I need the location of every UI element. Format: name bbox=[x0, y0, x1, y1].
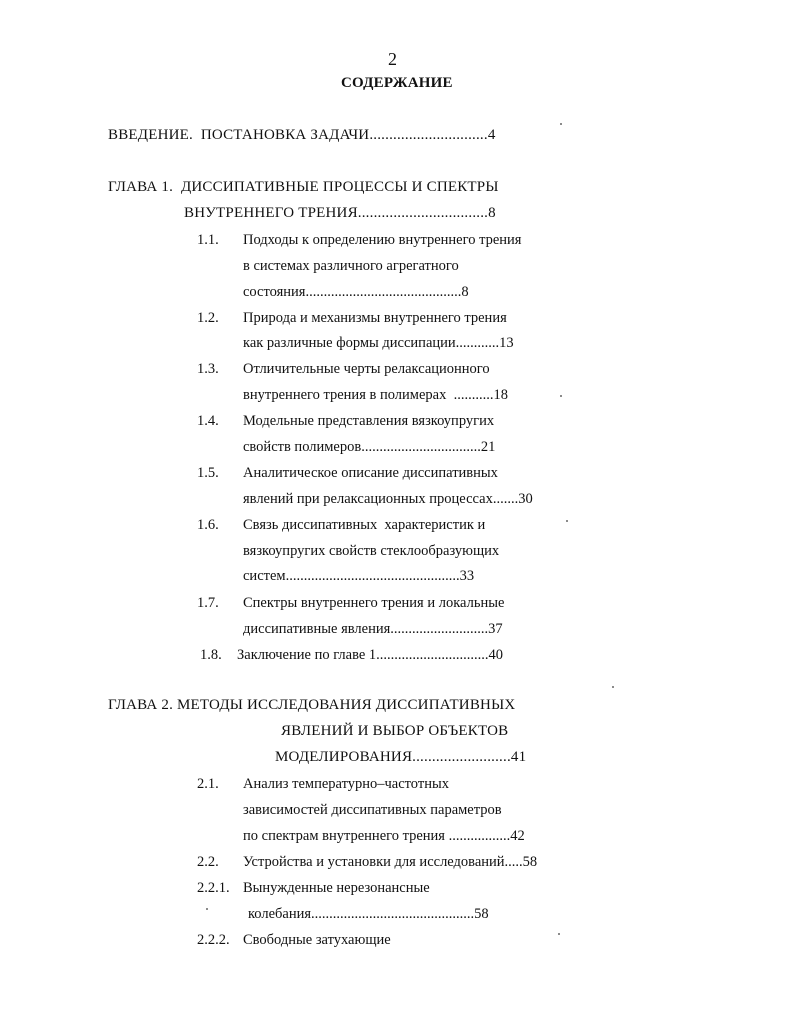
scan-speck bbox=[560, 395, 562, 397]
toc-chapter2-line1: ГЛАВА 2. МЕТОДЫ ИССЛЕДОВАНИЯ ДИССИПАТИВНЫХ bbox=[108, 697, 516, 713]
toc-section-text: диссипативные явления...........................37 bbox=[243, 621, 503, 637]
toc-section-number: 1.3. bbox=[197, 361, 219, 377]
toc-section-text: внутреннего трения в полимерах ...........18 bbox=[243, 387, 508, 403]
scan-speck bbox=[566, 520, 568, 522]
toc-chapter2-line3: МОДЕЛИРОВАНИЯ.........................41 bbox=[275, 749, 527, 765]
toc-section-number: 2.2.2. bbox=[197, 932, 230, 948]
toc-section-number: 2.1. bbox=[197, 776, 219, 792]
toc-section-text: колебания.............................................58 bbox=[248, 906, 489, 922]
toc-section-text: Подходы к определению внутреннего трения bbox=[243, 232, 522, 248]
toc-section-text: Свободные затухающие bbox=[243, 932, 391, 948]
toc-section-text: зависимостей диссипативных параметров bbox=[243, 802, 502, 818]
toc-section-text: Связь диссипативных характеристик и bbox=[243, 517, 486, 533]
scan-speck bbox=[558, 933, 560, 935]
toc-section-text: по спектрам внутреннего трения .................42 bbox=[243, 828, 525, 844]
scan-speck bbox=[612, 686, 614, 688]
toc-section-text: состояния...........................................8 bbox=[243, 284, 469, 300]
scan-speck bbox=[560, 123, 562, 125]
toc-section-text: Заключение по главе 1...............................40 bbox=[237, 647, 504, 663]
toc-section-text: Анализ температурно–частотных bbox=[243, 776, 449, 792]
toc-chapter1-line2: ВНУТРЕННЕГО ТРЕНИЯ.................................8 bbox=[184, 205, 496, 221]
page-title: СОДЕРЖАНИЕ bbox=[341, 75, 453, 91]
toc-section-text: в системах различного агрегатного bbox=[243, 258, 459, 274]
toc-section-number: 1.2. bbox=[197, 310, 219, 326]
toc-section-text: систем................................................33 bbox=[243, 568, 475, 584]
toc-section-text: явлений при релаксационных процессах.......30 bbox=[243, 491, 533, 507]
toc-intro: ВВЕДЕНИЕ. ПОСТАНОВКА ЗАДАЧИ..............................4 bbox=[108, 127, 496, 143]
toc-section-number: 2.2.1. bbox=[197, 880, 230, 896]
toc-chapter1-line1: ГЛАВА 1. ДИССИПАТИВНЫЕ ПРОЦЕССЫ И СПЕКТРЫ bbox=[108, 179, 499, 195]
toc-section-number: 1.5. bbox=[197, 465, 219, 481]
toc-section-text: Природа и механизмы внутреннего трения bbox=[243, 310, 507, 326]
page-number: 2 bbox=[388, 49, 397, 69]
toc-chapter2-line2: ЯВЛЕНИЙ И ВЫБОР ОБЪЕКТОВ bbox=[281, 723, 509, 739]
toc-section-number: 2.2. bbox=[197, 854, 219, 870]
toc-section-number: 1.8. bbox=[200, 647, 222, 663]
toc-section-text: как различные формы диссипации............13 bbox=[243, 335, 514, 351]
toc-section-text: вязкоупругих свойств стеклообразующих bbox=[243, 543, 500, 559]
toc-section-text: Вынужденные нерезонансные bbox=[243, 880, 430, 896]
toc-section-text: Отличительные черты релаксационного bbox=[243, 361, 490, 377]
toc-section-text: Устройства и установки для исследований.....58 bbox=[243, 854, 538, 870]
toc-section-number: 1.1. bbox=[197, 232, 219, 248]
toc-section-text: Спектры внутреннего трения и локальные bbox=[243, 595, 505, 611]
toc-section-text: свойств полимеров.................................21 bbox=[243, 439, 496, 455]
toc-section-text: Модельные представления вязкоупругих bbox=[243, 413, 495, 429]
toc-section-number: 1.6. bbox=[197, 517, 219, 533]
toc-section-number: 1.7. bbox=[197, 595, 219, 611]
toc-section-number: 1.4. bbox=[197, 413, 219, 429]
scan-speck bbox=[206, 908, 208, 910]
toc-section-text: Аналитическое описание диссипативных bbox=[243, 465, 498, 481]
